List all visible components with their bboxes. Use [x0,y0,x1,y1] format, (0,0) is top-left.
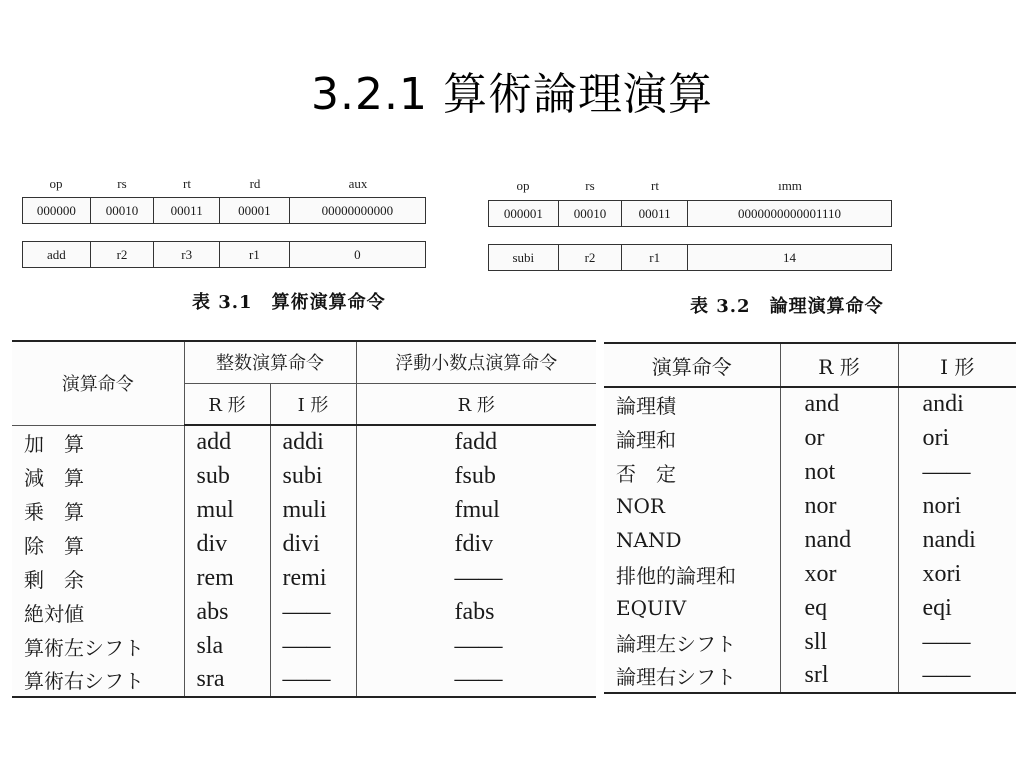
r-opcode: mul [184,493,270,527]
r-format-diagram [22,176,426,276]
i-opcode: —— [922,628,971,655]
field-value: 0 [354,246,361,262]
r-opcode: eq [780,591,898,625]
col-header-instruction: 演算命令 [604,343,780,387]
logical-table [604,342,1016,694]
field-header: ımm [778,178,802,193]
table-row [604,489,1016,523]
i-opcode: —— [922,458,971,485]
row-name: 論理和 [604,421,780,455]
field-value: subi [489,245,559,270]
table-row [604,421,1016,455]
r-opcode: and [780,387,898,421]
field-header: rs [585,178,595,193]
r-opcode: not [780,455,898,489]
row-name: 減 算 [12,459,184,493]
table-row [12,493,596,527]
sub-header-float-r: R 形 [356,383,596,425]
table-row [12,561,596,595]
table-row [604,659,1016,693]
row-name: 除 算 [12,527,184,561]
row-name: 論理積 [604,387,780,421]
row-name: NOR [604,489,780,523]
sub-header-r: R 形 [184,383,270,425]
symbolic-row [488,244,892,271]
float-opcode: —— [454,564,503,591]
float-opcode: —— [356,663,596,697]
i-format-diagram [488,178,892,278]
table-row [604,557,1016,591]
table-row [12,595,596,629]
r-opcode: srl [780,659,898,693]
field-header: rt [183,176,191,191]
col-header-i: I 形 [898,343,1016,387]
table-row [12,459,596,493]
r-opcode: sub [184,459,270,493]
row-name: 剰 余 [12,561,184,595]
r-opcode: nand [780,523,898,557]
i-opcode: —— [898,659,1016,693]
table-row [604,455,1016,489]
r-opcode: sra [184,663,270,697]
i-opcode: —— [270,595,356,629]
field-header: rt [651,178,659,193]
field-value: 00000000000 [321,202,394,218]
field-header: op [516,178,530,193]
field-value: 00011 [154,198,220,223]
i-opcode: divi [270,527,356,561]
binary-encoding-row [22,197,426,224]
float-opcode: fdiv [454,530,494,557]
i-opcode: —— [270,663,356,697]
float-opcode: fmul [454,496,500,523]
field-value: r1 [622,245,688,270]
col-header-int: 整数演算命令 [184,341,356,383]
field-header: op [49,176,63,191]
i-opcode: ori [922,424,950,451]
field-value: 0000000000001110 [737,205,842,221]
table1-caption: 表 3.1 算術演算命令 [192,292,386,313]
table-row [604,625,1016,659]
field-value: 000000 [23,198,91,223]
field-value: 00010 [91,198,155,223]
r-opcode: or [780,421,898,455]
field-value: 00011 [622,201,688,226]
field-value: 14 [783,249,796,265]
row-name: 加 算 [12,425,184,459]
i-opcode: xori [922,560,962,587]
page-title: 3.2.1 算術論理演算 [311,69,713,120]
row-name: 論理右シフト [604,659,780,693]
col-header-instruction: 演算命令 [12,341,184,425]
row-name: 排他的論理和 [604,557,780,591]
binary-encoding-row [488,200,892,227]
sub-header-i: I 形 [270,383,356,425]
field-value: r2 [559,245,623,270]
i-opcode: andi [922,391,964,417]
r-opcode: sla [184,629,270,663]
col-header-float: 浮動小数点演算命令 [356,341,596,383]
table-row [12,425,596,459]
field-value: add [23,242,91,267]
float-opcode: —— [454,632,503,659]
row-name: 算術左シフト [12,629,184,663]
row-name: 乗 算 [12,493,184,527]
field-header: aux [348,176,368,191]
symbolic-row [22,241,426,268]
field-header: rd [249,176,261,191]
r-opcode: add [184,425,270,459]
field-value: r3 [154,242,220,267]
table-row [12,663,596,697]
float-opcode: fsub [454,462,496,489]
table-row [604,591,1016,625]
i-opcode: remi [270,561,356,595]
i-opcode: addi [270,425,356,459]
i-opcode: —— [270,629,356,663]
field-header: rs [117,176,127,191]
table-row [12,527,596,561]
row-name: 論理左シフト [604,625,780,659]
arithmetic-table [12,340,596,698]
i-opcode: nandi [922,526,976,553]
row-name: NAND [604,523,780,557]
row-name: 絶対値 [12,595,184,629]
col-header-r: R 形 [780,343,898,387]
row-name: 否 定 [604,455,780,489]
i-opcode: subi [270,459,356,493]
r-opcode: div [184,527,270,561]
row-name: 算術右シフト [12,663,184,697]
r-opcode: abs [184,595,270,629]
i-opcode: eqi [922,594,952,621]
field-value: 000001 [489,201,559,226]
float-opcode: fabs [454,598,495,625]
field-value: 00001 [220,198,290,223]
table-row [12,629,596,663]
r-opcode: xor [780,557,898,591]
i-opcode: muli [270,493,356,527]
table2-caption: 表 3.2 論理演算命令 [690,296,884,317]
i-opcode: nori [922,492,962,519]
r-opcode: rem [184,561,270,595]
row-name: EQUIV [604,591,780,625]
field-value: r2 [91,242,155,267]
float-opcode: fadd [454,429,498,455]
table-row [604,523,1016,557]
table-row [604,387,1016,421]
field-value: 00010 [559,201,623,226]
field-value: r1 [220,242,290,267]
r-opcode: sll [780,625,898,659]
r-opcode: nor [780,489,898,523]
